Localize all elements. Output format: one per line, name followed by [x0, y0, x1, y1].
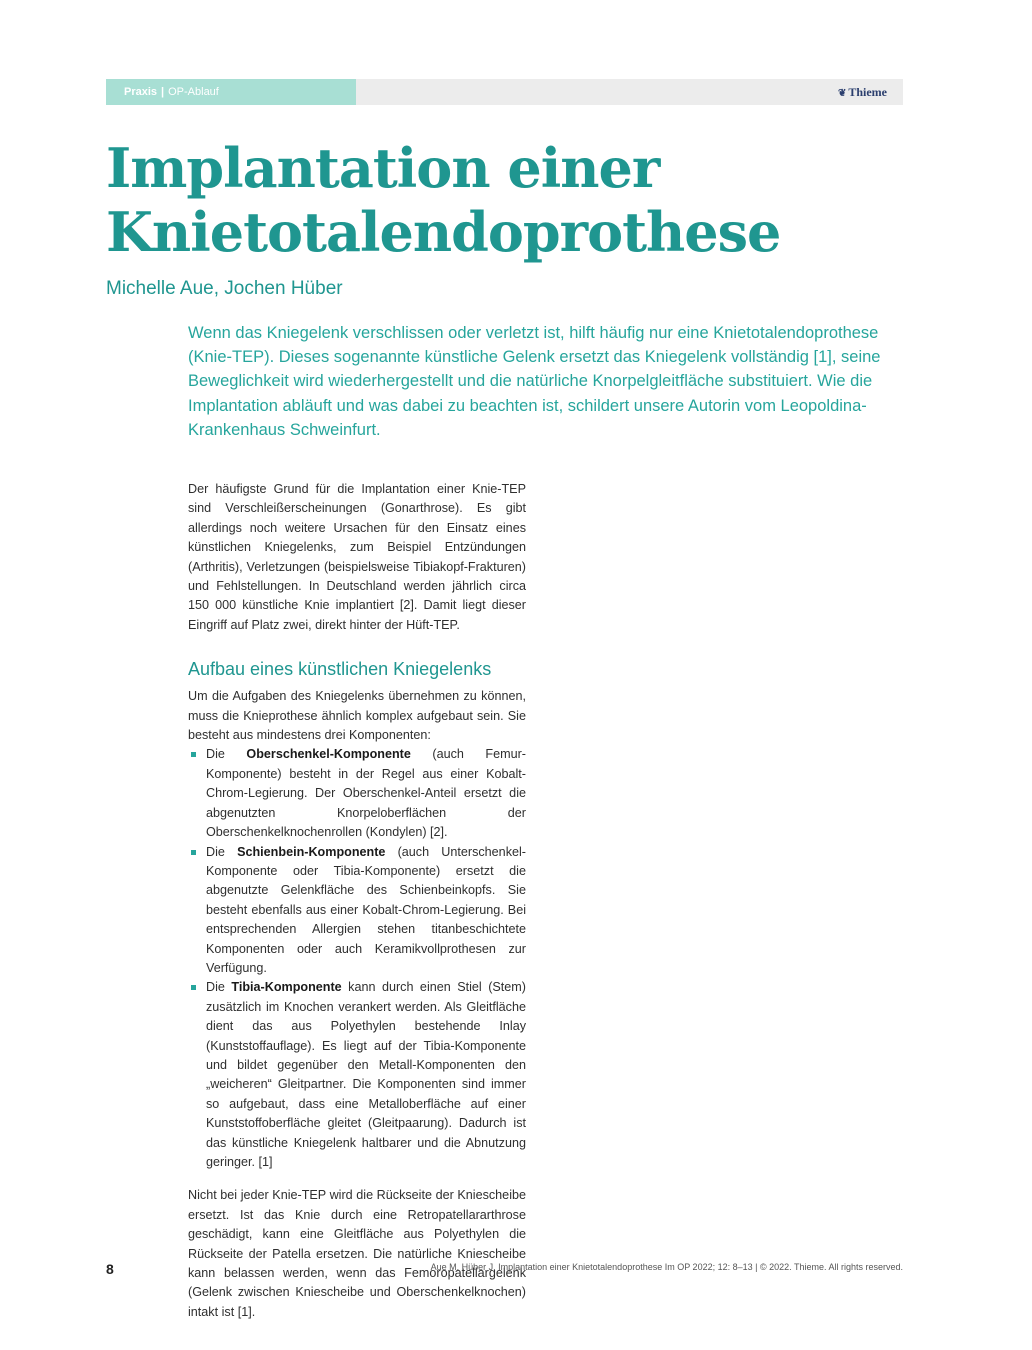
intro-paragraph: Der häufigste Grund für die Implantation einer Knie-TEP sind Verschleißerscheinungen (Gonarthrose). Es gibt allerdings noch weitere Ursachen für den Einsatz eines künstlichen Kniegelenks, zum Beispiel Entzündungen (Arthritis), Verletzungen (beispielsweise Tibiakopf-Frakturen) und Fehlstellungen. In Deutschland werden jährlich circa 150 000 künstliche Knie implantiert [2]. Damit liegt dieser Eingriff auf Platz zwei, direkt hinter der Hüft-TEP. — [188, 482, 526, 632]
bullet-icon — [191, 850, 196, 855]
heading-aufbau: Aufbau eines künstlichen Kniegelenks — [188, 659, 492, 680]
left-column — [188, 480, 526, 1322]
rubric-separator: | — [161, 86, 165, 98]
publisher-logo — [838, 79, 887, 105]
article-title: Implantation einer Knietotalendoprothese — [106, 136, 781, 264]
citation-line: Aue M, Hüber J. Implantation einer Knietotalendoprothese Im OP 2022; 12: 8–13 | © 2022. Thieme. All rights reserved. — [430, 1262, 903, 1272]
section-tab — [106, 79, 356, 105]
bullet-icon — [191, 752, 196, 757]
list-item: Die Tibia-Komponente kann durch einen Stiel (Stem) zusätzlich im Knochen verankert werden. Als Gleitfläche dient das aus Polyethylen bestehende Inlay (Kunststoffauflage). Es liegt auf der Tibia-Komponente und bildet gegenüber den Metall-Komponenten den „weicheren“ Gleitpartner. Die Komponenten sind immer so aufgebaut, dass eine Metalloberfläche auf einer Kunststoffoberfläche gleitet (Gleitpaarung). Dadurch ist das künstliche Kniegelenk haltbarer und die Abnutzung geringer. [1] — [188, 978, 526, 1172]
running-header — [106, 79, 903, 105]
page-number: 8 — [106, 1261, 114, 1277]
article-lead: Wenn das Kniegelenk verschlissen oder verletzt ist, hilft häufig nur eine Knietotalendoprothese (Knie-TEP). Dieses sogenannte künstliche Gelenk ersetzt das Kniegelenk vollständig [1], seine Beweglichkeit wird wiederhergestellt und die natürliche Knorpelgleitfläche substituiert. Wie die Implantation abläuft und was dabei zu beachten ist, schildert unsere Autorin vom Leopoldina-Krankenhaus Schweinfurt. — [188, 324, 881, 439]
thieme-emblem-icon: ❦ — [837, 88, 847, 99]
aufbau-intro-paragraph: Um die Aufgaben des Kniegelenks übernehmen zu können, muss die Knieprothese ähnlich komplex aufgebaut sein. Sie besteht aus mindestens drei Komponenten: — [188, 689, 526, 743]
patella-paragraph: Nicht bei jeder Knie-TEP wird die Rückseite der Kniescheibe ersetzt. Ist das Knie durch eine Retropatellararthrose geschädigt, kann eine Gleitfläche aus Polyethylen die Rückseite der Patella ersetzen. Die natürliche Kniescheibe kann belassen werden, wenn das Femoropatellargelenk (Gelenk zwischen Kniescheibe und Oberschenkelknochen) intakt ist [1]. — [188, 1188, 526, 1319]
publisher-name: Thieme — [848, 85, 887, 99]
section-label: OP-Ablauf — [168, 86, 219, 98]
component-list — [188, 745, 526, 1172]
list-item: Die Oberschenkel-Komponente (auch Femur-Komponente) besteht in der Regel aus einer Kobalt-Chrom-Legierung. Der Oberschenkel-Anteil ersetzt die abgenutzten Knorpeloberflächen der Oberschenkelknochenrollen (Kondylen) [2]. — [188, 745, 526, 842]
list-item: Die Schienbein-Komponente (auch Unterschenkel-Komponente oder Tibia-Komponente) ersetzt die abgenutzte Gelenkfläche des Schienbeinkopfs. Sie besteht ebenfalls aus einer Kobalt-Chrom-Legierung. Bei entsprechenden Allergien stehen titanbeschichtete Komponenten oder auch Keramikvollprothesen zur Verfügung. — [188, 843, 526, 979]
rubric-label: Praxis — [124, 86, 158, 98]
article-authors: Michelle Aue, Jochen Hüber — [106, 278, 343, 299]
bullet-icon — [191, 985, 196, 990]
